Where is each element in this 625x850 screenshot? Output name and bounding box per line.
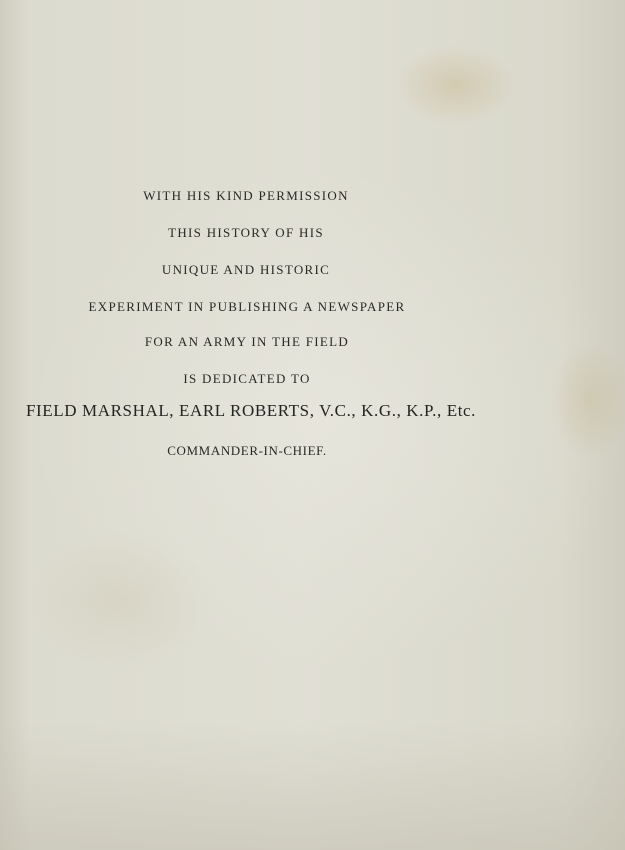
dedication-line-2: THIS HISTORY OF HIS <box>168 225 324 240</box>
dedication-recipient: FIELD MARSHAL, EARL ROBERTS, V.C., K.G., K.P., Etc. <box>25 401 477 420</box>
dedication-line-1: WITH HIS KIND PERMISSION <box>143 188 349 203</box>
dedication-line-4: EXPERIMENT IN PUBLISHING A NEWSPAPER <box>88 299 406 314</box>
dedication-line-3: UNIQUE AND HISTORIC <box>161 262 331 277</box>
page-shadow <box>0 720 625 850</box>
dedication-line-6: IS DEDICATED TO <box>183 371 311 386</box>
dedication-title: COMMANDER-IN-CHIEF. <box>167 443 327 458</box>
dedication-line-5: FOR AN ARMY IN THE FIELD <box>144 334 350 349</box>
